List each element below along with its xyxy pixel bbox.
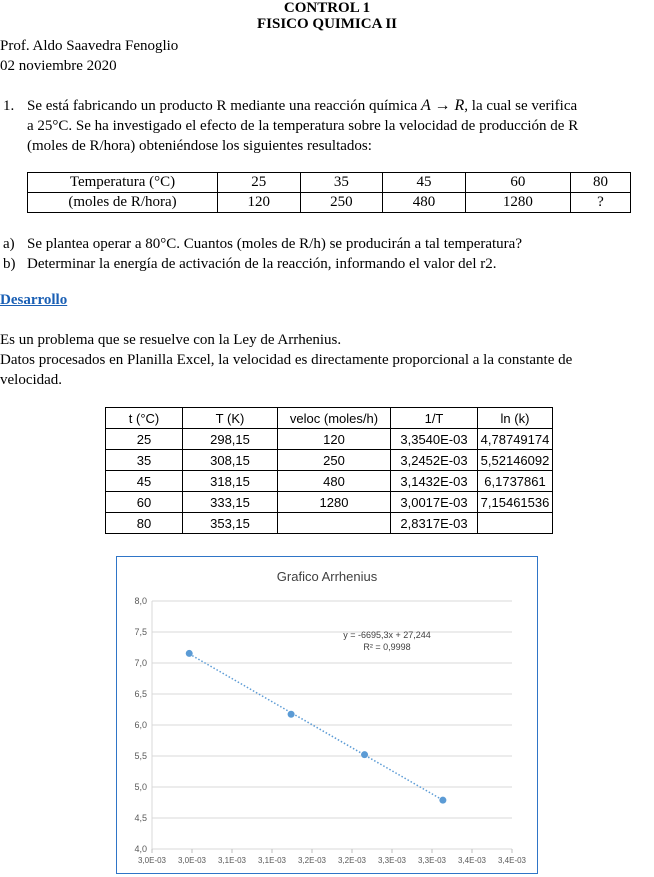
table-cell: 318,15 [183, 471, 278, 492]
subquestion-a-label: a) [3, 236, 15, 252]
trendline-r2: R² = 0,9998 [363, 642, 411, 652]
table-row [28, 193, 631, 213]
table-cell: 45 [106, 471, 183, 492]
chart-title: Grafico Arrhenius [276, 569, 378, 584]
table-row [106, 513, 553, 534]
subquestion-b-label: b) [3, 256, 16, 272]
table-cell: 120 [278, 429, 391, 450]
table-row [28, 173, 631, 193]
x-tick-label: 3,1E-03 [217, 856, 247, 865]
data-point [361, 751, 368, 758]
table-cell [478, 513, 553, 534]
table-cell: 1280 [278, 492, 391, 513]
x-tick-label: 3,2E-03 [337, 856, 367, 865]
table-header-cell: t (°C) [106, 408, 183, 429]
y-tick-label: 7,0 [134, 658, 147, 668]
subquestion-b-text: Determinar la energía de activación de la reacción, informando el valor del r2. [27, 256, 497, 272]
x-tick-label: 3,3E-03 [417, 856, 447, 865]
table-cell: 308,15 [183, 450, 278, 471]
y-tick-label: 4,0 [134, 844, 147, 854]
table-cell: 298,15 [183, 429, 278, 450]
table-cell: Temperatura (°C) [28, 173, 218, 193]
table-cell: 2,8317E-03 [391, 513, 478, 534]
table-cell [278, 513, 391, 534]
question-line-2: a 25°C. Se ha investigado el efecto de la temperatura sobre la velocidad de producción de R [27, 118, 579, 134]
table-row [106, 429, 553, 450]
x-tick-label: 3,0E-03 [137, 856, 167, 865]
table-cell: 7,15461536 [478, 492, 553, 513]
table-cell: 333,15 [183, 492, 278, 513]
table-header-cell: veloc (moles/h) [278, 408, 391, 429]
chart-gridlines [152, 601, 512, 849]
table-cell: 45 [383, 173, 466, 193]
table-header-cell: T (K) [183, 408, 278, 429]
trendline-line [189, 654, 443, 800]
y-tick-label: 4,5 [134, 813, 147, 823]
table-cell: 480 [278, 471, 391, 492]
doc-date: 02 noviembre 2020 [0, 58, 117, 74]
table-cell: (moles de R/hora) [28, 193, 218, 213]
x-tick-label: 3,2E-03 [297, 856, 327, 865]
y-tick-label: 5,5 [134, 751, 147, 761]
table-cell: ? [570, 193, 630, 213]
table-cell: 250 [300, 193, 383, 213]
table-cell: 6,1737861 [478, 471, 553, 492]
y-tick-label: 8,0 [134, 596, 147, 606]
professor-name: Prof. Aldo Saavedra Fenoglio [0, 38, 179, 54]
question-line-1-pre: Se está fabricando un producto R mediante una reacción química [27, 98, 418, 114]
y-tick-label: 5,0 [134, 782, 147, 792]
arrhenius-chart-svg [117, 557, 536, 872]
desarrollo-paragraph-2-line-1: Datos procesados en Planilla Excel, la velocidad es directamente proporcional a la constante de [0, 352, 573, 368]
trendline-equation: y = -6695,3x + 27,244 [343, 630, 431, 640]
chart-axes [134, 596, 526, 865]
reaction-formula: A → R [421, 97, 465, 114]
table-cell: 480 [383, 193, 466, 213]
data-point [186, 650, 193, 657]
table-header-cell: 1/T [391, 408, 478, 429]
chart-trendline [189, 654, 443, 800]
table-cell: 3,0017E-03 [391, 492, 478, 513]
table-cell: 353,15 [183, 513, 278, 534]
question-number: 1. [3, 98, 15, 114]
table-cell: 5,52146092 [478, 450, 553, 471]
table-cell: 60 [106, 492, 183, 513]
table-cell: 1280 [465, 193, 570, 213]
data-point [439, 797, 446, 804]
question-line-1 [27, 96, 654, 116]
table-cell: 60 [465, 173, 570, 193]
table-row [106, 492, 553, 513]
question-line-1-post: , la cual se verifica [464, 98, 578, 114]
table-cell: 25 [218, 173, 301, 193]
arrhenius-chart [116, 556, 538, 874]
desarrollo-heading: Desarrollo [0, 292, 68, 308]
x-tick-label: 3,1E-03 [257, 856, 287, 865]
table-row [106, 471, 553, 492]
table-row [106, 450, 553, 471]
table-cell: 3,2452E-03 [391, 450, 478, 471]
desarrollo-paragraph-1: Es un problema que se resuelve con la Ley de Arrhenius. [0, 332, 342, 348]
x-tick-label: 3,4E-03 [457, 856, 487, 865]
table-header-row [106, 408, 553, 429]
data-point [288, 711, 295, 718]
table-cell: 35 [300, 173, 383, 193]
subquestion-a-text: Se plantea operar a 80°C. Cuantos (moles de R/h) se producirán a tal temperatura? [27, 236, 522, 252]
table-header-cell: ln (k) [478, 408, 553, 429]
table-cell: 80 [570, 173, 630, 193]
question-line-3: (moles de R/hora) obteniéndose los siguientes resultados: [27, 138, 372, 154]
y-tick-label: 6,0 [134, 720, 147, 730]
desarrollo-paragraph-2-line-2: velocidad. [0, 372, 63, 388]
doc-title-course: FISICO QUIMICA II [256, 16, 398, 32]
table-cell: 250 [278, 450, 391, 471]
y-tick-label: 6,5 [134, 689, 147, 699]
x-tick-label: 3,4E-03 [497, 856, 527, 865]
table-cell: 4,78749174 [478, 429, 553, 450]
processed-data-table [105, 407, 553, 534]
table-cell: 3,3540E-03 [391, 429, 478, 450]
table-cell: 3,1432E-03 [391, 471, 478, 492]
table-cell: 35 [106, 450, 183, 471]
table-cell: 80 [106, 513, 183, 534]
table-cell: 25 [106, 429, 183, 450]
x-tick-label: 3,0E-03 [177, 856, 207, 865]
doc-title-control: CONTROL 1 [283, 0, 371, 16]
x-tick-label: 3,3E-03 [377, 856, 407, 865]
results-table [27, 172, 631, 213]
table-cell: 120 [218, 193, 301, 213]
chart-points [186, 650, 447, 804]
y-tick-label: 7,5 [134, 627, 147, 637]
